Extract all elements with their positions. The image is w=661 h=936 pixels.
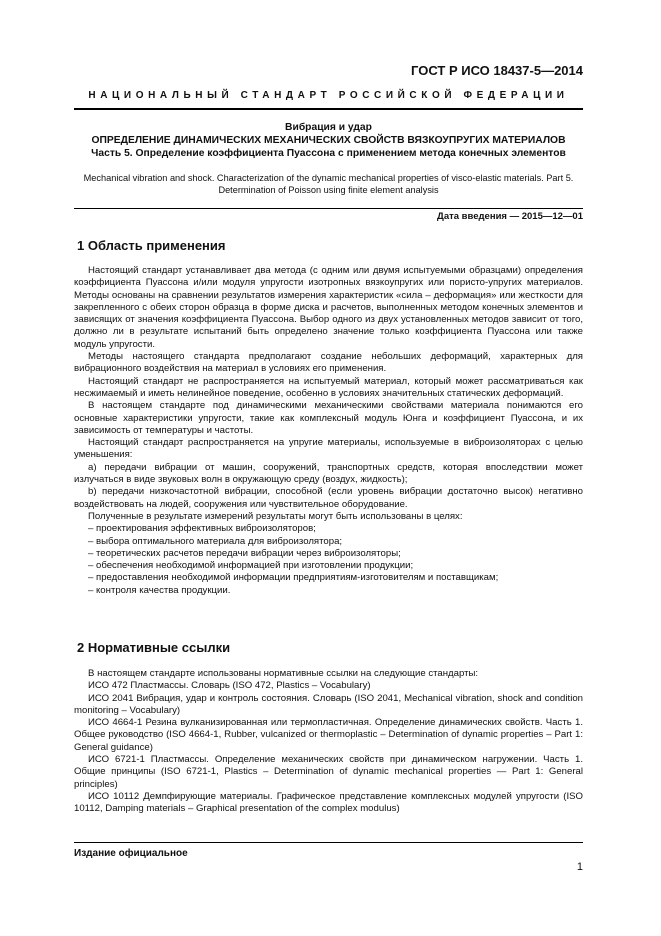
list-item: – выбора оптимального материала для виброизолятора; (88, 535, 343, 547)
list-item: b) передачи низкочастотной вибрации, способной (если уровень вибрации достаточно высок) негативно воздействовать на людей, сооружения или чувствительное оборудование. (74, 486, 583, 510)
document-number: ГОСТ Р ИСО 18437-5—2014 (411, 63, 583, 78)
effective-date: Дата введения — 2015—12—01 (437, 211, 583, 222)
list-item: – контроля качества продукции. (88, 584, 231, 596)
title-part: Часть 5. Определение коэффициента Пуассона с применением метода конечных элементов (91, 148, 566, 159)
reference-item: ИСО 10112 Демпфирующие материалы. Графическое представление комплексных модулей упругости (ISO 10112, Damping materials – Graphical presentation of the complex modulus) (74, 790, 583, 815)
title-subject: Вибрация и удар (285, 122, 372, 133)
section-heading-scope: 1 Область применения (77, 238, 226, 253)
header-rule (74, 108, 583, 110)
section-scope-body (74, 265, 583, 597)
reference-item: ИСО 4664-1 Резина вулканизированная или термопластичная. Определение динамических свойств. Часть 1. Общее руководство (ISO 4664-1, Rubber, vulcanized or thermoplastic – Determination of dynamic properties – Part 1: General guidance) (74, 717, 583, 753)
paragraph: В настоящем стандарте использованы нормативные ссылки на следующие стандарты: (88, 668, 479, 679)
english-title-line: Determination of Poisson using finite element analysis (218, 185, 439, 195)
date-rule (74, 208, 583, 209)
page-number: 1 (576, 861, 583, 873)
official-edition-note: Издание официальное (74, 848, 188, 859)
reference-item: ИСО 2041 Вибрация, удар и контроль состояния. Словарь (ISO 2041, Mechanical vibration, shock and condition monitoring – Vocabulary) (74, 692, 583, 716)
paragraph: В настоящем стандарте под динамическими механическими свойствами материала понимаются его основные характеристики упругости, такие как комплексный модуль Юнга и коэффициент Пуассона, и их зависимость от температуры и частоты. (74, 400, 583, 436)
list-item: а) передачи вибрации от машин, сооружений, транспортных средств, которая впоследствии может излучаться в виде звуковых волн в окружающую среду (воздух, жидкость); (74, 461, 583, 486)
paragraph: Полученные в результате измерений результаты могут быть использованы в целях: (88, 510, 463, 522)
paragraph: Настоящий стандарт не распространяется на испытуемый материал, который может рассматриваться как несжимаемый и иметь нелинейное поведение, особенно в условиях значительных статических деформаций. (74, 375, 583, 399)
list-item: – обеспечения необходимой информацией при изготовлении продукции; (88, 560, 414, 572)
english-title-line: Mechanical vibration and shock. Characterization of the dynamic mechanical properties of visco-elastic materials. Part 5. (83, 173, 574, 183)
list-item: – предоставления необходимой информации предприятиям-изготовителям и поставщикам; (88, 572, 499, 584)
paragraph: Настоящий стандарт устанавливает два метода (с одним или двумя испытуемыми образцами) определения коэффициента Пуассона и/или модуля упругости изотропных вязкоупругих или пористо-упругих материалов. Методы основаны на сравнении результатов измерения характеристик «сила – деформация» или жесткости для закрепленного с обеих сторон образца в форме диска и расчетов, выполненных методом конечных элементов и зависящих от значения коэффициента Пуассона. Выбор одного из двух установленных методов зависит от того, должно ли в результате испытаний быть определено значение только коэффициента Пуассона или также модуль упругости. (74, 265, 583, 350)
english-title (66, 172, 591, 196)
list-item: – теоретических расчетов передачи вибрации через виброизоляторы; (88, 547, 401, 559)
footer-rule (74, 842, 583, 843)
title-block (70, 121, 587, 160)
paragraph: Настоящий стандарт распространяется на упругие материалы, используемые в виброизоляторах с целью уменьшения: (74, 437, 583, 461)
national-standard-banner: НАЦИОНАЛЬНЫЙ СТАНДАРТ РОССИЙСКОЙ ФЕДЕРАЦИИ (88, 90, 569, 101)
reference-item: ИСО 472 Пластмассы. Словарь (ISO 472, Plastics – Vocabulary) (88, 680, 371, 692)
section-references-body (74, 668, 583, 816)
reference-item: ИСО 6721-1 Пластмассы. Определение механических свойств при динамическом нагружении. Часть 1. Общие принципы (ISO 6721-1, Plastics – Determination of dynamic mechanical properties — Part 1: General principles) (74, 754, 583, 790)
paragraph: Методы настоящего стандарта предполагают создание небольших деформаций, характерных для вибрационного воздействия на материал в условиях его применения. (74, 351, 583, 375)
section-heading-references: 2 Нормативные ссылки (77, 640, 231, 655)
title-main: ОПРЕДЕЛЕНИЕ ДИНАМИЧЕСКИХ МЕХАНИЧЕСКИХ СВОЙСТВ ВЯЗКОУПРУГИХ МАТЕРИАЛОВ (91, 135, 566, 146)
list-item: – проектирования эффективных виброизоляторов; (88, 523, 316, 535)
